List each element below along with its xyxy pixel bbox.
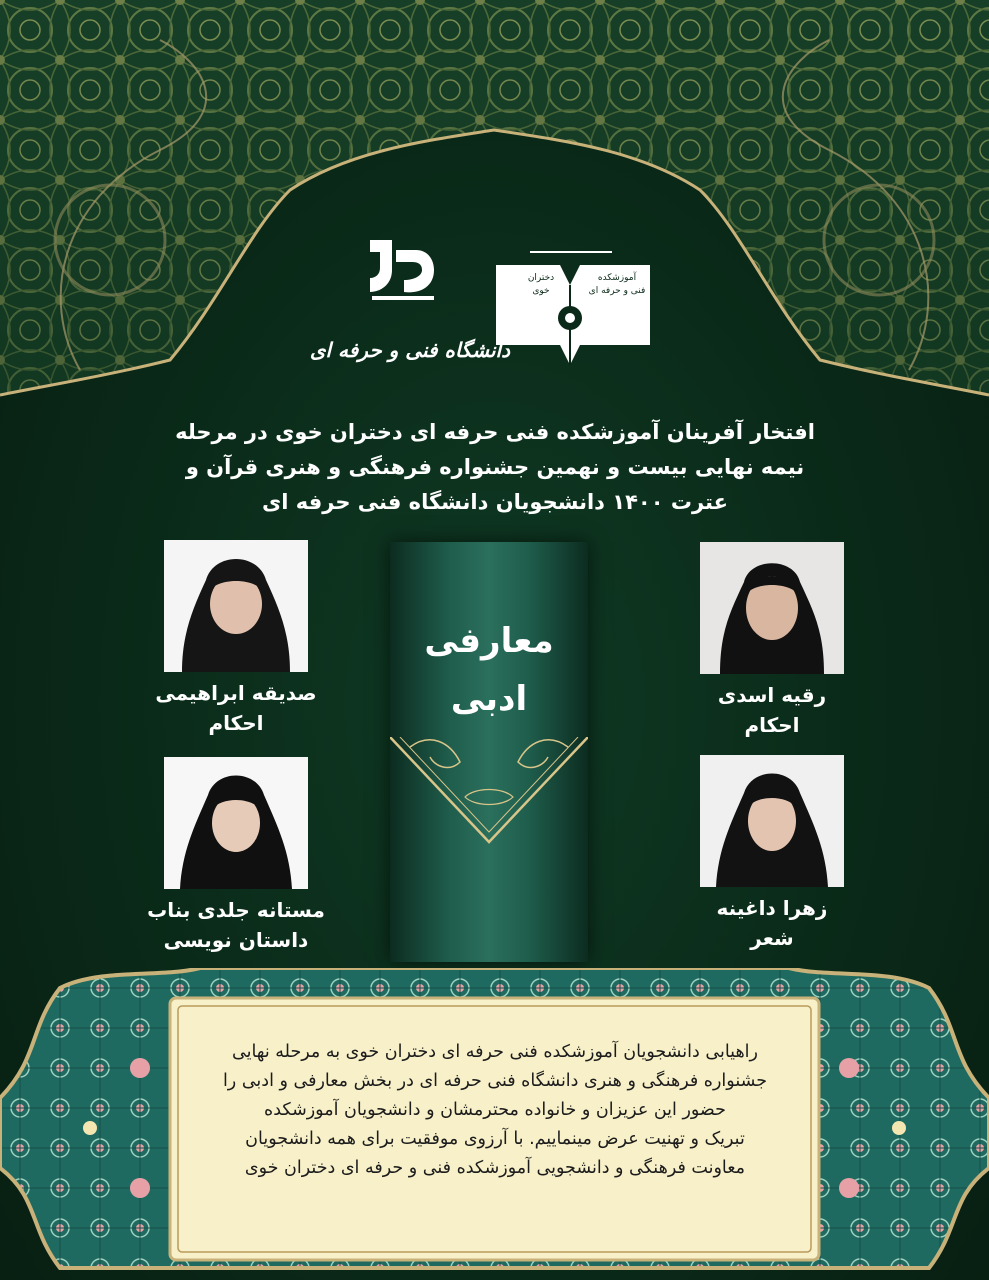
message-line: تبریک و تهنیت عرض مینماییم. با آرزوی موفقیت برای همه دانشجویان xyxy=(245,1129,745,1149)
university-logo-caption: دانشگاه فنی و حرفه ای xyxy=(309,338,510,362)
person-category: داستان نویسی xyxy=(163,928,309,952)
person-name: زهرا داغینه xyxy=(716,896,828,920)
person-card xyxy=(151,540,321,738)
message-line: راهیابی دانشجویان آموزشکده فنی حرفه ای دختران خوی به مرحله نهایی xyxy=(231,1042,758,1062)
banner-title: معارفی ادبی xyxy=(424,621,554,719)
person-name: مستانه جلدی بناب xyxy=(147,898,325,922)
portrait-photo xyxy=(700,542,844,674)
university-logo xyxy=(300,230,680,390)
person-category: احکام xyxy=(744,713,800,737)
banner-ornament-icon xyxy=(390,737,588,877)
person-category: شعر xyxy=(750,926,794,950)
headline-line: نیمه نهایی بیست و نهمین جشنواره فرهنگی و هنری قرآن و xyxy=(185,455,805,479)
school-book-logo-icon xyxy=(496,252,650,365)
person-category: احکام xyxy=(208,711,264,735)
message-line: حضور این عزیزان و خانواده محترمشان و دانشجویان آموزشکده xyxy=(264,1100,726,1120)
portrait-photo xyxy=(700,755,844,887)
message-line: معاونت فرهنگی و دانشجویی آموزشکده فنی و حرفه ای دختران خوی xyxy=(244,1158,746,1178)
portrait-photo xyxy=(164,540,308,672)
person-name: رقیه اسدی xyxy=(717,683,827,707)
person-card xyxy=(146,757,326,955)
logos: آموزشکده فنی و حرفه ای دختران خوی دانشگاه فنی و حرفه ای xyxy=(300,230,680,390)
headline-line: افتخار آفرینان آموزشکده فنی حرفه ای دختران خوی در مرحله xyxy=(175,420,815,444)
congratulation-message xyxy=(200,1038,790,1183)
headline-line: عترت ۱۴۰۰ دانشجویان دانشگاه فنی حرفه ای xyxy=(262,490,728,514)
person-name: صدیقه ابراهیمی xyxy=(155,681,317,705)
message-line: جشنواره فرهنگی و هنری دانشگاه فنی حرفه ای در بخش معارفی و ادبی را xyxy=(222,1071,768,1091)
portrait-photo xyxy=(164,757,308,889)
person-card xyxy=(687,755,857,953)
category-banner xyxy=(390,542,588,962)
headline xyxy=(150,415,840,520)
person-card xyxy=(687,542,857,740)
